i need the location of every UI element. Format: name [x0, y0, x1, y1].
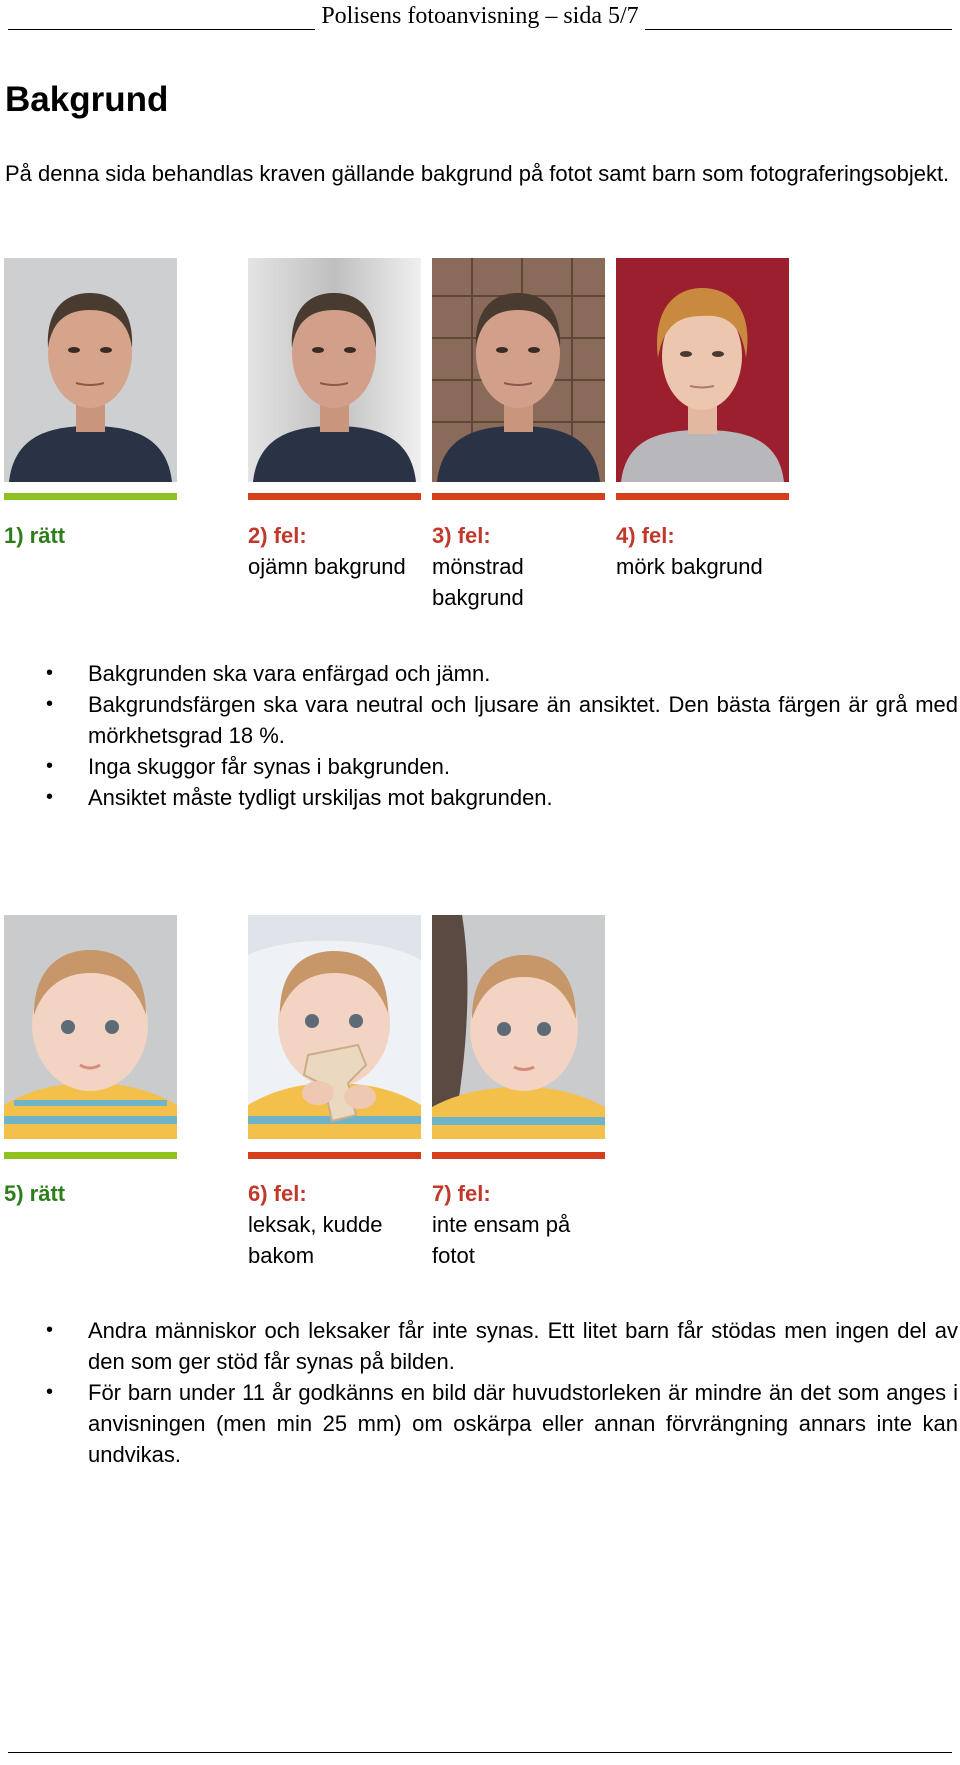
caption-status: 5) rätt — [4, 1181, 66, 1206]
photo-uneven-background — [248, 258, 421, 482]
caption-status: 6) fel: — [248, 1181, 307, 1206]
photo-dark-background — [616, 258, 789, 482]
wrong-bar — [616, 493, 789, 500]
list-item: • Inga skuggor får synas i bakgrunden. — [46, 751, 958, 782]
footer-rule — [8, 1752, 952, 1753]
photo-correct-adult — [4, 258, 177, 482]
caption-photo-1 — [4, 520, 184, 551]
list-item: • Bakgrundsfärgen ska vara neutral och ljusare än ansiktet. Den bästa färgen är grå med mörkhetsgrad 18 %. — [46, 689, 958, 751]
header-rule-right — [645, 5, 952, 30]
correct-bar — [4, 493, 177, 500]
wrong-bar — [432, 1152, 605, 1159]
wrong-bar — [432, 493, 605, 500]
wrong-bar — [248, 1152, 421, 1159]
photo-toy-pillow — [248, 915, 421, 1139]
photo-correct-child — [4, 915, 177, 1139]
caption-desc: mörk bakgrund — [616, 554, 763, 579]
section-title: Bakgrund — [5, 80, 169, 119]
caption-photo-7 — [432, 1178, 592, 1271]
page-header — [8, 0, 952, 30]
caption-status: 2) fel: — [248, 523, 307, 548]
caption-desc: inte ensam på fotot — [432, 1212, 571, 1268]
caption-photo-5 — [4, 1178, 184, 1209]
photo-uneven-background-image — [248, 258, 421, 482]
photo-not-alone — [432, 915, 605, 1139]
correct-bar — [4, 1152, 177, 1159]
photo-not-alone-image — [432, 915, 605, 1139]
caption-desc: ojämn bakgrund — [248, 554, 406, 579]
section-intro: På denna sida behandlas kraven gällande bakgrund på fotot samt barn som fotograferingsobjekt. — [5, 161, 950, 186]
photo-toy-pillow-image — [248, 915, 421, 1139]
wrong-bar — [248, 493, 421, 500]
header-title: Polisens fotoanvisning – sida 5/7 — [321, 3, 639, 29]
caption-photo-4 — [616, 520, 796, 582]
caption-desc: leksak, kudde bakom — [248, 1212, 383, 1268]
photo-dark-background-image — [616, 258, 789, 482]
list-item: • Bakgrunden ska vara enfärgad och jämn. — [46, 658, 958, 689]
child-requirements-list — [46, 1315, 958, 1470]
photo-patterned-background-image — [432, 258, 605, 482]
caption-status: 1) rätt — [4, 523, 66, 548]
caption-status: 3) fel: — [432, 523, 491, 548]
background-requirements-list — [46, 658, 958, 813]
caption-desc: mönstrad bakgrund — [432, 554, 524, 610]
photo-correct-adult-image — [4, 258, 177, 482]
photo-patterned-background — [432, 258, 605, 482]
header-rule-left — [8, 5, 315, 30]
list-item: • För barn under 11 år godkänns en bild där huvudstorleken är mindre än det som anges i anvisningen (men min 25 mm) om oskärpa eller annan förvrängning annars inte kan undvikas. — [46, 1377, 958, 1470]
photo-correct-child-image — [4, 915, 177, 1139]
list-item: • Ansiktet måste tydligt urskiljas mot bakgrunden. — [46, 782, 958, 813]
caption-status: 7) fel: — [432, 1181, 491, 1206]
caption-photo-2 — [248, 520, 428, 582]
caption-status: 4) fel: — [616, 523, 675, 548]
list-item: • Andra människor och leksaker får inte synas. Ett litet barn får stödas men ingen del av den som ger stöd får synas på bilden. — [46, 1315, 958, 1377]
caption-photo-6 — [248, 1178, 408, 1271]
caption-photo-3 — [432, 520, 582, 613]
